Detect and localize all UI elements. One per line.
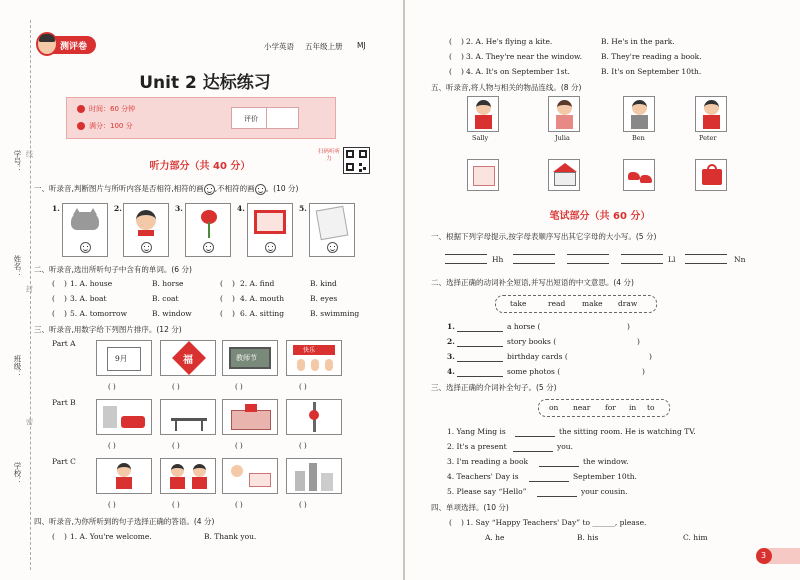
answer-paren[interactable]: ) <box>232 309 235 318</box>
order-blank[interactable]: ( ) <box>172 383 180 391</box>
item-number: 2. <box>114 204 122 213</box>
letter-blank[interactable] <box>685 254 727 255</box>
desk-picture <box>160 399 216 435</box>
two-kids-picture <box>160 458 216 494</box>
sentence-end: the sitting room. He is watching TV. <box>559 427 696 436</box>
section-heading: 五、听录音,将人物与相关的物品连线。(8 分) <box>431 83 582 92</box>
header-subject: 小学英语 <box>264 42 294 51</box>
word-option: read <box>548 299 566 308</box>
letter-hint: Ll <box>668 255 676 264</box>
score-icon <box>77 122 85 130</box>
peter-picture[interactable] <box>695 96 727 132</box>
card-picture <box>309 203 355 257</box>
smile-face-icon[interactable] <box>327 242 338 253</box>
option-a: A. he <box>485 533 505 542</box>
eval-box <box>231 107 299 129</box>
side-class-label: 班级： <box>13 355 22 378</box>
item-number: 3. <box>447 352 455 361</box>
info-box <box>66 97 336 139</box>
choice-row <box>52 279 392 291</box>
answer-paren[interactable]: ) <box>64 309 67 318</box>
order-blank[interactable]: ( ) <box>235 442 243 450</box>
phrase-text: some photos ( <box>507 367 561 376</box>
order-blank[interactable]: ( ) <box>108 442 116 450</box>
word-option: in <box>629 403 637 412</box>
bag-item-picture[interactable] <box>695 159 727 191</box>
score-label: 满分：100 分 <box>89 122 133 130</box>
school-picture <box>222 399 278 435</box>
reading-picture <box>222 458 278 494</box>
sentence-end: the window. <box>583 457 629 466</box>
phrase-row <box>447 367 747 379</box>
option-a: 4. A. mouth <box>240 294 285 303</box>
choice-row <box>52 294 392 306</box>
answer-paren[interactable]: ( <box>52 532 55 541</box>
letter-blank[interactable] <box>567 254 609 255</box>
sentence-row <box>447 427 767 439</box>
part-label: Part C <box>52 457 76 466</box>
answer-blank[interactable] <box>457 346 503 347</box>
tower-picture <box>286 399 342 435</box>
calendar-picture <box>96 340 152 376</box>
word-option: take <box>510 299 527 308</box>
answer-paren[interactable]: ( <box>52 294 55 303</box>
girl-picture <box>96 458 152 494</box>
option-b: B. coat <box>152 294 179 303</box>
party-picture <box>286 340 342 376</box>
qr-code-icon[interactable] <box>343 147 370 174</box>
phrase-text: birthday cards ( <box>507 352 568 361</box>
ben-picture[interactable] <box>623 96 655 132</box>
option-b: B. eyes <box>310 294 338 303</box>
sentence-end: September 10th. <box>573 472 637 481</box>
answer-blank[interactable] <box>513 451 553 452</box>
seal-mark: 封 <box>25 285 34 293</box>
choice-row <box>449 52 789 64</box>
choice-row <box>449 67 789 79</box>
letter-blank[interactable] <box>621 263 663 264</box>
answer-blank[interactable] <box>457 376 503 377</box>
answer-paren[interactable]: ) <box>232 279 235 288</box>
part-label: Part B <box>52 398 76 407</box>
letter-hint: Nn <box>734 255 746 264</box>
person-name: Julia <box>555 134 570 142</box>
section-heading: 一、听录音,判断图片与所听内容是否相符,相符的画 ,不相符的画 。(10 分) <box>34 184 299 193</box>
answer-paren[interactable]: ) <box>64 532 67 541</box>
page-number: 3 <box>761 551 767 560</box>
phrase-close: ) <box>642 367 645 376</box>
item-number: 1. <box>447 322 455 331</box>
sentence-row <box>447 442 767 454</box>
section-heading: 二、听录音,选出所听句子中含有的单词。(6 分) <box>34 265 192 274</box>
sentence-end: you. <box>557 442 573 451</box>
question-row <box>449 518 769 530</box>
order-blank[interactable]: ( ) <box>172 442 180 450</box>
answer-blank[interactable] <box>515 436 555 437</box>
answer-paren[interactable]: ( <box>449 67 452 76</box>
sentence-end: your cousin. <box>581 487 628 496</box>
option-a: 4. A. It's on September 1st. <box>466 67 570 76</box>
word-bank <box>538 399 670 417</box>
option-a: 2. A. find <box>240 279 275 288</box>
option-a: 3. A. boat <box>70 294 107 303</box>
word-option: on <box>549 403 559 412</box>
choice-row <box>52 532 392 544</box>
person-name: Peter <box>699 134 717 142</box>
calendar-text: 9月 <box>115 354 128 363</box>
eval-label: 评价 <box>244 115 258 123</box>
sentence-start: 4. Teachers' Day is <box>447 472 519 481</box>
smile-face-icon[interactable] <box>80 242 91 253</box>
order-blank[interactable]: ( ) <box>235 501 243 509</box>
phrase-close: ) <box>637 337 640 346</box>
answer-paren[interactable]: ) <box>461 52 464 61</box>
qr-hint: 扫码听听力 <box>318 149 341 162</box>
section-heading: 四、听录音,为你所听到的句子选择正确的答语。(4 分) <box>34 517 215 526</box>
side-number-label: 学号： <box>13 150 22 173</box>
sentence-start: 5. Please say “Hello” <box>447 487 527 496</box>
smile-face-icon[interactable] <box>203 242 214 253</box>
letter-blank[interactable] <box>685 263 727 264</box>
item-number: 5. <box>299 204 307 213</box>
photo-frame-picture <box>247 203 293 257</box>
part-label: Part A <box>52 339 76 348</box>
sentence-start: 1. Yang Ming is <box>447 427 506 436</box>
order-blank[interactable]: ( ) <box>299 442 307 450</box>
phrase-text: a horse ( <box>507 322 541 331</box>
smile-face-icon[interactable] <box>141 242 152 253</box>
answer-paren[interactable]: ( <box>52 279 55 288</box>
word-option: to <box>647 403 655 412</box>
question-text: 1. Say “Happy Teachers' Day” to ______, please. <box>466 518 647 527</box>
shoes-item-picture[interactable] <box>623 159 655 191</box>
letter-blank[interactable] <box>567 263 609 264</box>
answer-blank[interactable] <box>539 466 579 467</box>
sad-face-icon <box>255 184 266 195</box>
teachers-day-picture <box>222 340 278 376</box>
page-title: Unit 2 达标练习 <box>139 73 271 93</box>
item-number: 2. <box>447 337 455 346</box>
answer-blank[interactable] <box>537 496 577 497</box>
word-option: for <box>605 403 616 412</box>
option-b: B. Thank you. <box>204 532 257 541</box>
side-name-label: 姓名： <box>13 255 22 278</box>
header-badge <box>38 36 96 54</box>
word-option: draw <box>618 299 638 308</box>
living-room-picture <box>96 399 152 435</box>
header-edition: MJ <box>357 41 366 50</box>
seal-mark: 线 <box>25 150 34 158</box>
item-number: 1. <box>52 204 60 213</box>
listening-title: 听力部分（共 40 分） <box>149 161 251 172</box>
page-number-tab <box>756 548 800 564</box>
cat-picture <box>62 203 108 257</box>
clock-icon <box>77 105 85 113</box>
binding-line <box>30 20 31 570</box>
letter-blank[interactable] <box>445 254 487 255</box>
fu-text: 福 <box>183 355 193 366</box>
julia-picture[interactable] <box>548 96 580 132</box>
fu-picture <box>160 340 216 376</box>
section-heading: 四、单项选择。(10 分) <box>431 503 509 512</box>
sentence-row <box>447 472 767 484</box>
option-b: B. They're reading a book. <box>601 52 702 61</box>
answer-paren[interactable]: ) <box>64 294 67 303</box>
letter-blank[interactable] <box>513 254 555 255</box>
option-b: B. kind <box>310 279 337 288</box>
side-school-label: 学校： <box>13 462 22 485</box>
section-heading: 二、选择正确的动词补全短语,并写出短语的中文意思。(4 分) <box>431 278 634 287</box>
order-blank[interactable]: ( ) <box>235 383 243 391</box>
house-item-picture[interactable] <box>548 159 580 191</box>
answer-blank[interactable] <box>457 331 503 332</box>
boy-picture <box>123 203 169 257</box>
phrase-row <box>447 322 747 334</box>
letter-hint: Hh <box>492 255 504 264</box>
option-a: 5. A. tomorrow <box>70 309 127 318</box>
sentence-row <box>447 487 767 499</box>
phrase-close: ) <box>627 322 630 331</box>
option-b: B. window <box>152 309 192 318</box>
option-a: 6. A. sitting <box>240 309 285 318</box>
time-label: 时间：60 分钟 <box>89 105 136 113</box>
answer-paren[interactable]: ( <box>220 294 223 303</box>
order-blank[interactable]: ( ) <box>299 501 307 509</box>
option-a: 3. A. They're near the window. <box>466 52 582 61</box>
option-b: B. It's on September 10th. <box>601 67 702 76</box>
option-b: B. swimming <box>310 309 360 318</box>
phrase-text: story books ( <box>507 337 557 346</box>
answer-paren[interactable]: ( <box>52 309 55 318</box>
item-number: 4. <box>237 204 245 213</box>
answer-paren[interactable]: ( <box>449 52 452 61</box>
choice-row <box>449 37 789 49</box>
word-option: near <box>573 403 591 412</box>
person-name: Ben <box>632 134 645 142</box>
flower-picture <box>185 203 231 257</box>
answer-blank[interactable] <box>529 481 569 482</box>
sentence-start: 2. It's a present <box>447 442 507 451</box>
option-b: B. horse <box>152 279 184 288</box>
header-grade: 五年级上册 <box>305 42 343 51</box>
section-heading: 一、根据下列字母提示,按字母表顺序写出其它字母的大小写。(5 分) <box>431 232 657 241</box>
order-blank[interactable]: ( ) <box>108 383 116 391</box>
option-a: 1. A. You're welcome. <box>70 532 152 541</box>
options-row <box>485 533 765 545</box>
answer-paren[interactable]: ) <box>232 294 235 303</box>
seal-mark: 密 <box>25 418 34 426</box>
letter-blank[interactable] <box>621 254 663 255</box>
sally-picture[interactable] <box>467 96 499 132</box>
word-bank <box>495 295 657 313</box>
banner-text: 快乐 <box>303 347 316 354</box>
board-text: 教师节 <box>236 354 257 362</box>
option-a: 1. A. house <box>70 279 113 288</box>
answer-paren[interactable]: ) <box>64 279 67 288</box>
word-option: make <box>582 299 603 308</box>
right-page <box>405 0 800 580</box>
answer-paren[interactable]: ) <box>461 67 464 76</box>
smile-face-icon[interactable] <box>265 242 276 253</box>
written-title: 笔试部分（共 60 分） <box>549 211 651 222</box>
sentence-row <box>447 457 767 469</box>
answer-paren[interactable]: ( <box>449 37 452 46</box>
phrase-close: ) <box>649 352 652 361</box>
option-b: B. He's in the park. <box>601 37 675 46</box>
section-heading: 三、听录音,用数字给下列图片排序。(12 分) <box>34 325 182 334</box>
answer-paren[interactable]: ) <box>461 37 464 46</box>
sentence-start: 3. I'm reading a book <box>447 457 529 466</box>
city-picture <box>286 458 342 494</box>
answer-paren[interactable]: ( <box>449 518 452 527</box>
mascot-icon <box>36 32 58 56</box>
option-b: B. his <box>577 533 599 542</box>
person-name: Sally <box>472 134 489 142</box>
item-number: 4. <box>447 367 455 376</box>
letter-blank[interactable] <box>445 263 487 264</box>
calendar-item-picture[interactable] <box>467 159 499 191</box>
phrase-row <box>447 352 747 364</box>
choice-row <box>52 309 392 321</box>
answer-blank[interactable] <box>457 361 503 362</box>
badge-label: 测评卷 <box>60 42 88 52</box>
order-blank[interactable]: ( ) <box>299 383 307 391</box>
smile-face-icon <box>204 184 215 195</box>
letter-blank[interactable] <box>513 263 555 264</box>
option-c: C. him <box>683 533 708 542</box>
order-blank[interactable]: ( ) <box>108 501 116 509</box>
option-a: 2. A. He's flying a kite. <box>466 37 553 46</box>
answer-paren[interactable]: ( <box>220 279 223 288</box>
section-heading: 三、选择正确的介词补全句子。(5 分) <box>431 383 557 392</box>
answer-paren[interactable]: ) <box>461 518 464 527</box>
order-blank[interactable]: ( ) <box>172 501 180 509</box>
phrase-row <box>447 337 747 349</box>
answer-paren[interactable]: ( <box>220 309 223 318</box>
item-number: 3. <box>175 204 183 213</box>
